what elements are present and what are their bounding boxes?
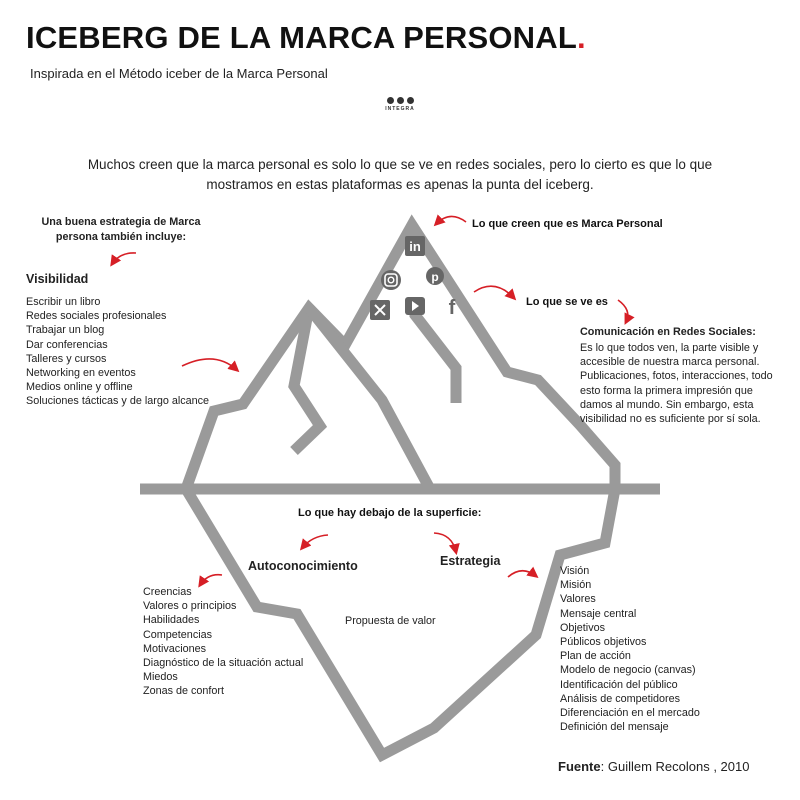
svg-text:f: f xyxy=(448,297,456,319)
pinterest-icon xyxy=(426,267,444,285)
list-item: Soluciones tácticas y de largo alcance xyxy=(26,395,210,408)
estrategia-list xyxy=(560,564,700,734)
page-title: ICEBERG DE LA MARCA PERSONAL. xyxy=(26,20,586,55)
list-item: Redes sociales profesionales xyxy=(26,310,167,323)
arrow-auto-list xyxy=(200,575,222,585)
list-item: Plan de acción xyxy=(560,650,631,663)
strategy-note: Una buena estrategia de Marca persona también incluye: xyxy=(41,216,201,243)
list-item: Identificación del público xyxy=(560,678,678,691)
intro-text: Muchos creen que la marca personal es solo lo que se ve en redes sociales, pero lo cierto es que lo que mostramos en estas plataformas es apenas la punta del iceberg. xyxy=(87,157,713,192)
list-item: Miedos xyxy=(143,671,178,684)
estrategia-heading: Estrategia xyxy=(440,554,501,568)
list-item: Mensaje central xyxy=(560,607,637,620)
list-item: Diagnóstico de la situación actual xyxy=(143,657,304,670)
arrow-tip xyxy=(436,216,466,224)
list-item: Medios online y offline xyxy=(26,381,133,394)
logo-text: INTEGRA xyxy=(385,106,415,112)
list-item: Objetivos xyxy=(560,621,606,634)
source-text: : Guillem Recolons , 2010 xyxy=(600,759,750,774)
list-item: Escribir un libro xyxy=(26,296,101,308)
linkedin-icon xyxy=(405,236,425,256)
list-item: Motivaciones xyxy=(143,642,207,655)
list-item: Creencias xyxy=(143,586,192,598)
seen-label: Lo que se ve es xyxy=(526,296,608,308)
social-media-heading: Comunicación en Redes Sociales: xyxy=(580,326,756,338)
list-item: Trabajar un blog xyxy=(26,324,105,337)
list-item: Análisis de competidores xyxy=(560,692,681,705)
list-item: Zonas de confort xyxy=(143,685,225,698)
autoconocimiento-heading: Autoconocimiento xyxy=(248,559,358,573)
iceberg-above-outline xyxy=(186,225,615,489)
list-item: Networking en eventos xyxy=(26,367,136,380)
arrow-seen xyxy=(474,286,514,298)
propuesta-valor: Propuesta de valor xyxy=(345,615,436,627)
brand-logo xyxy=(380,97,420,112)
arrow-seen-down xyxy=(618,300,628,322)
arrow-estrategia xyxy=(434,533,456,552)
facebook-icon xyxy=(449,297,456,319)
instagram-icon xyxy=(381,270,401,290)
list-item: Competencias xyxy=(143,628,213,641)
title-dot: . xyxy=(577,20,586,55)
source-label: Fuente xyxy=(558,759,601,774)
list-item: Habilidades xyxy=(143,614,200,627)
social-media-text: Es lo que todos ven, la parte visible y accesible de nuestra marca personal. Publicaciones, fotos, interacciones, todo esto forma la primera impresión que damos al mundo. Sin embargo, esta visibilidad no es suficiente por sí sola. xyxy=(580,342,773,426)
arrow-autoconocimiento xyxy=(302,535,328,548)
below-surface-label: Lo que hay debajo de la superficie: xyxy=(298,507,482,519)
arrow-strategy-note xyxy=(112,253,136,264)
source-credit xyxy=(558,759,749,774)
autoconocimiento-list xyxy=(143,585,303,699)
list-item: Diferenciación en el mercado xyxy=(560,707,700,720)
list-item: Dar conferencias xyxy=(26,338,108,351)
list-item: Valores o principios xyxy=(143,600,237,613)
iceberg-ridge-center xyxy=(309,308,430,489)
svg-text:in: in xyxy=(409,239,421,254)
arrow-strat-list xyxy=(508,571,536,577)
list-item: Talleres y cursos xyxy=(26,352,107,365)
visibility-list xyxy=(26,295,209,409)
list-item: Modelo de negocio (canvas) xyxy=(560,664,696,677)
svg-text:p: p xyxy=(431,270,439,284)
youtube-icon xyxy=(405,297,425,315)
list-item: Visión xyxy=(560,565,590,577)
list-item: Definición del mensaje xyxy=(560,721,669,734)
tip-label: Lo que creen que es Marca Personal xyxy=(472,218,663,230)
list-item: Misión xyxy=(560,579,592,592)
social-media-block xyxy=(580,326,785,426)
list-item: Públicos objetivos xyxy=(560,636,647,649)
list-item: Valores xyxy=(560,593,596,606)
visibility-heading: Visibilidad xyxy=(26,272,89,286)
x-icon xyxy=(370,300,390,320)
page-subtitle: Inspirada en el Método iceber de la Marca Personal xyxy=(30,66,328,81)
